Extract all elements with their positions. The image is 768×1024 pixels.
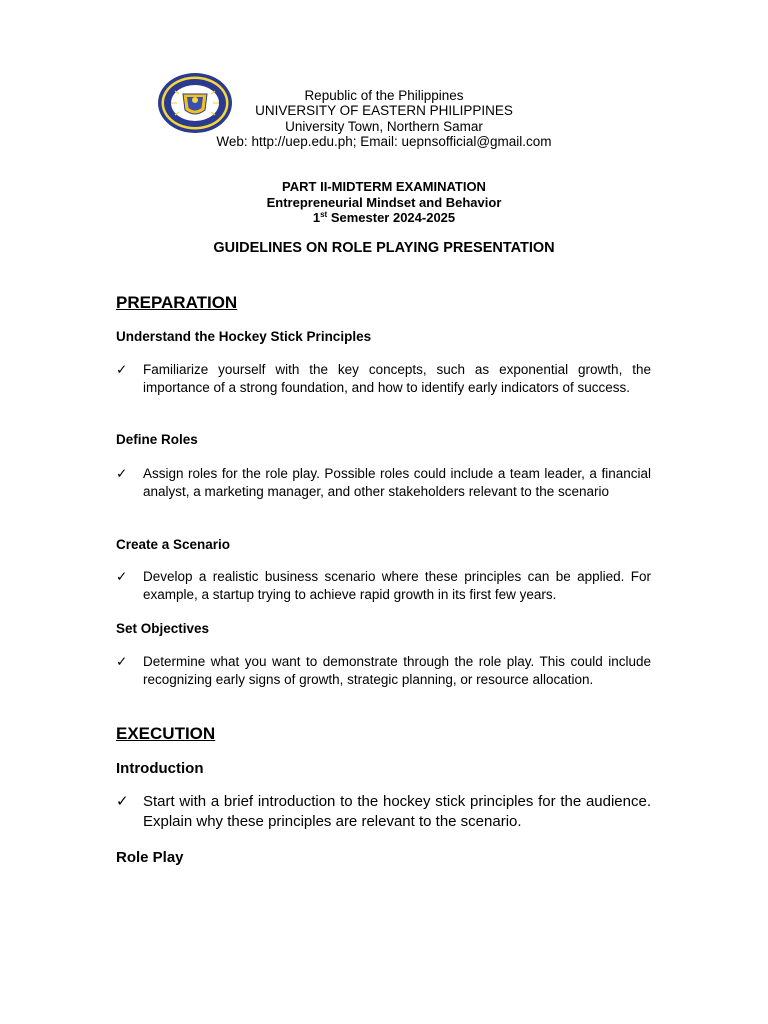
- letterhead-town: University Town, Northern Samar: [285, 119, 483, 134]
- exam-course: Entrepreneurial Mindset and Behavior: [266, 194, 502, 210]
- check-mark-icon: ✓: [116, 466, 128, 481]
- subheading-define-roles: Define Roles: [116, 432, 198, 447]
- section-heading-preparation: PREPARATION: [116, 293, 238, 312]
- document-title: GUIDELINES ON ROLE PLAYING PRESENTATION: [213, 240, 555, 256]
- bullet-item: [116, 465, 651, 500]
- check-mark-icon: ✓: [116, 654, 128, 669]
- letterhead-republic: Republic of the Philippines: [304, 88, 464, 103]
- subheading-create-scenario: Create a Scenario: [116, 537, 231, 552]
- exam-info: [0, 179, 768, 226]
- letterhead-contact: Web: http://uep.edu.ph; Email: uepnsofficial@gmail.com: [216, 134, 552, 149]
- bullet-item: [116, 792, 651, 832]
- subheading-introduction: Introduction: [116, 760, 204, 777]
- bullet-text: Familiarize yourself with the key concepts, such as exponential growth, the importance of a strong foundation, and how to identify early indicators of success.: [143, 362, 651, 395]
- bullet-item: [116, 653, 651, 688]
- exam-part: PART II-MIDTERM EXAMINATION: [282, 179, 486, 194]
- bullet-item: [116, 568, 651, 603]
- bullet-text: Determine what you want to demonstrate through the role play. This could include recognizing early signs of growth, strategic planning, or resource allocation.: [143, 654, 651, 687]
- bullet-text: Start with a brief introduction to the hockey stick principles for the audience. Explain why these principles are relevant to the scenario.: [143, 793, 651, 830]
- check-mark-icon: ✓: [116, 362, 128, 377]
- check-mark-icon: ✓: [116, 793, 129, 810]
- subheading-set-objectives: Set Objectives: [116, 621, 210, 636]
- bullet-item: [116, 361, 651, 396]
- letterhead-university-name: UNIVERSITY OF EASTERN PHILIPPINES: [255, 103, 513, 118]
- bullet-text: Develop a realistic business scenario where these principles can be applied. For example, a startup trying to achieve rapid growth in its first few years.: [143, 569, 651, 602]
- check-mark-icon: ✓: [116, 569, 128, 584]
- subheading-role-play: Role Play: [116, 849, 184, 866]
- bullet-text: Assign roles for the role play. Possible roles could include a team leader, a financial analyst, a marketing manager, and other stakeholders relevant to the scenario: [143, 466, 651, 499]
- subheading-hockey-stick: Understand the Hockey Stick Principles: [116, 329, 372, 344]
- exam-semester: 1st Semester 2024-2025: [312, 210, 456, 225]
- section-heading-execution: EXECUTION: [116, 724, 216, 743]
